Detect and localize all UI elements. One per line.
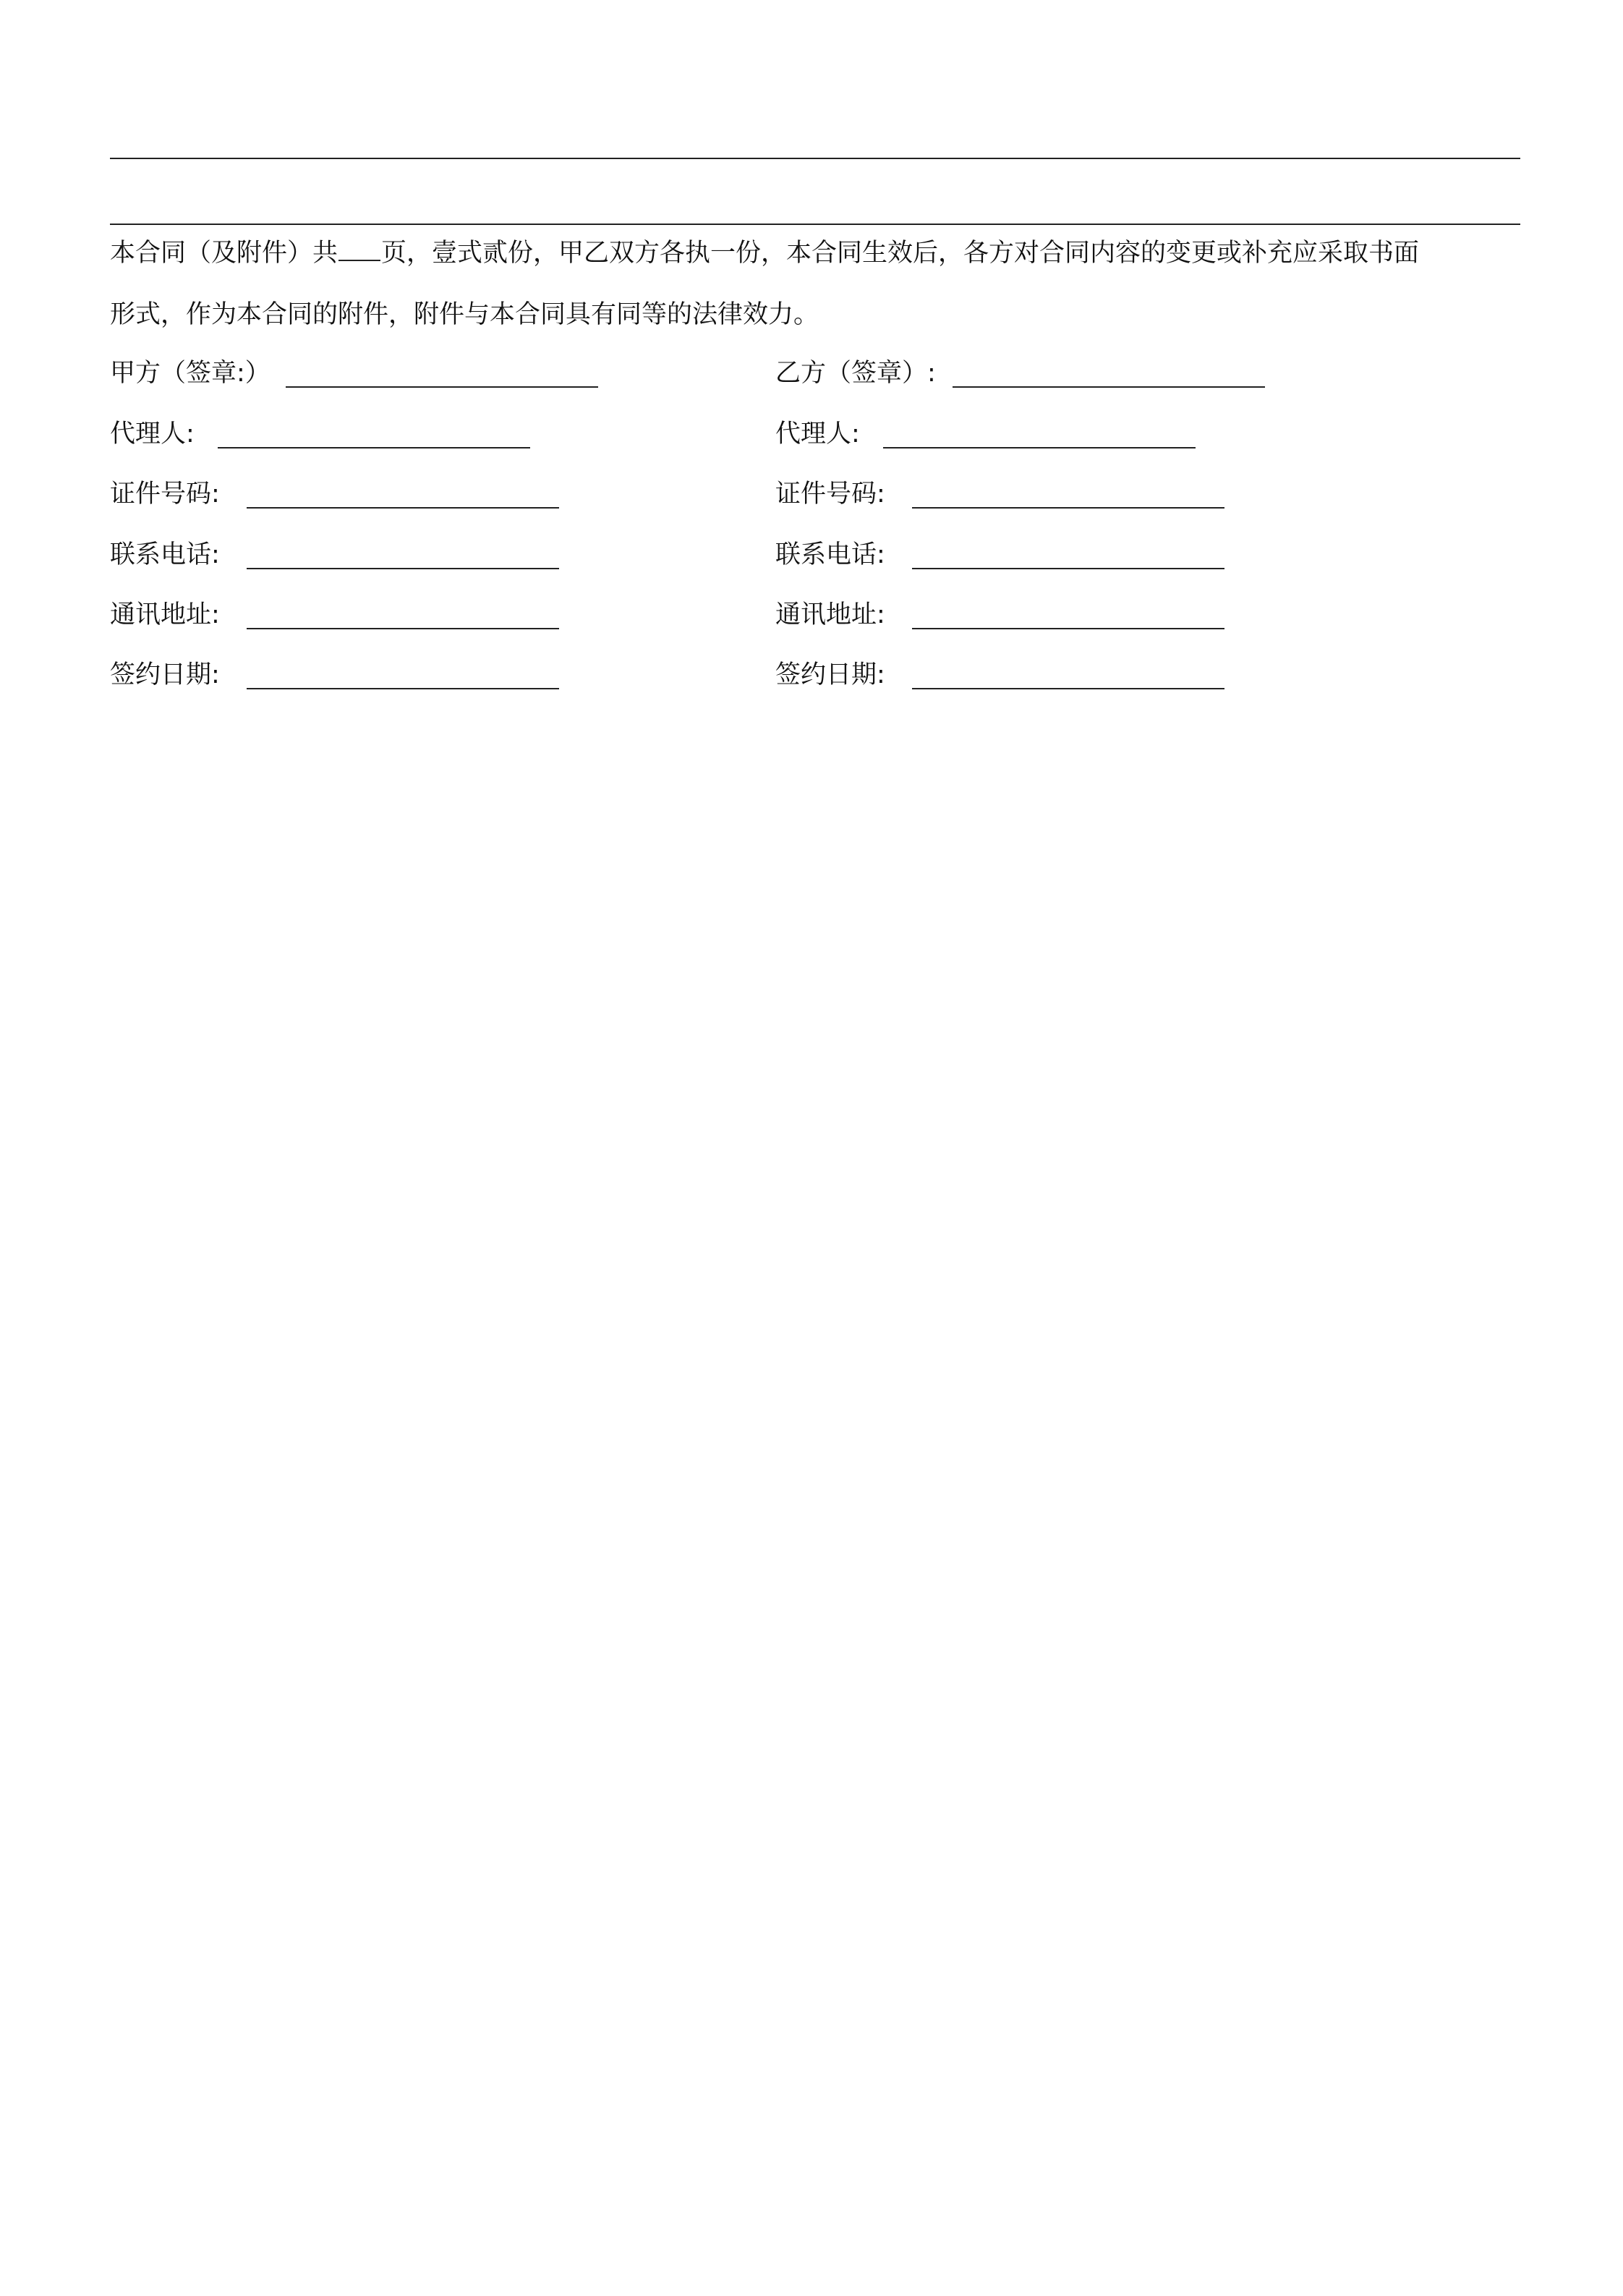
party-a-id-line[interactable] <box>247 507 559 509</box>
party-b-address-label: 通讯地址: <box>775 600 885 629</box>
clause-text-before-blank: 本合同（及附件）共 <box>110 239 338 268</box>
party-b-id-label: 证件号码: <box>775 480 885 509</box>
party-a-date-label: 签约日期: <box>110 660 220 689</box>
party-a-phone-label: 联系电话: <box>110 540 220 569</box>
party-a-date-line[interactable] <box>247 688 559 689</box>
clause-line-2: 形式，作为本合同的附件，附件与本合同具有同等的法律效力。 <box>110 300 819 329</box>
second-divider <box>110 224 1520 225</box>
clause-text-after-blank: 页，壹式贰份，甲乙双方各执一份，本合同生效后，各方对合同内容的变更或补充应采取书面 <box>381 239 1420 268</box>
party-a-phone-line[interactable] <box>247 568 559 569</box>
page-count-blank[interactable] <box>338 239 380 261</box>
party-a-sign-label: 甲方（签章:） <box>110 359 270 388</box>
party-b-id-line[interactable] <box>912 507 1224 509</box>
party-b-sign-line[interactable] <box>953 386 1265 388</box>
party-a-id-label: 证件号码: <box>110 480 220 509</box>
party-a-address-label: 通讯地址: <box>110 600 220 629</box>
party-a-sign-line[interactable] <box>286 386 598 388</box>
party-b-date-label: 签约日期: <box>775 660 885 689</box>
party-b-agent-label: 代理人: <box>775 420 860 448</box>
party-a-agent-line[interactable] <box>218 447 530 448</box>
party-a-address-line[interactable] <box>247 628 559 629</box>
party-b-agent-line[interactable] <box>883 447 1196 448</box>
party-b-phone-line[interactable] <box>912 568 1224 569</box>
clause-line-1 <box>110 239 1528 268</box>
top-divider <box>110 158 1520 159</box>
party-b-date-line[interactable] <box>912 688 1224 689</box>
party-b-address-line[interactable] <box>912 628 1224 629</box>
party-a-agent-label: 代理人: <box>110 420 195 448</box>
party-b-sign-label: 乙方（签章）: <box>775 359 936 388</box>
party-b-phone-label: 联系电话: <box>775 540 885 569</box>
